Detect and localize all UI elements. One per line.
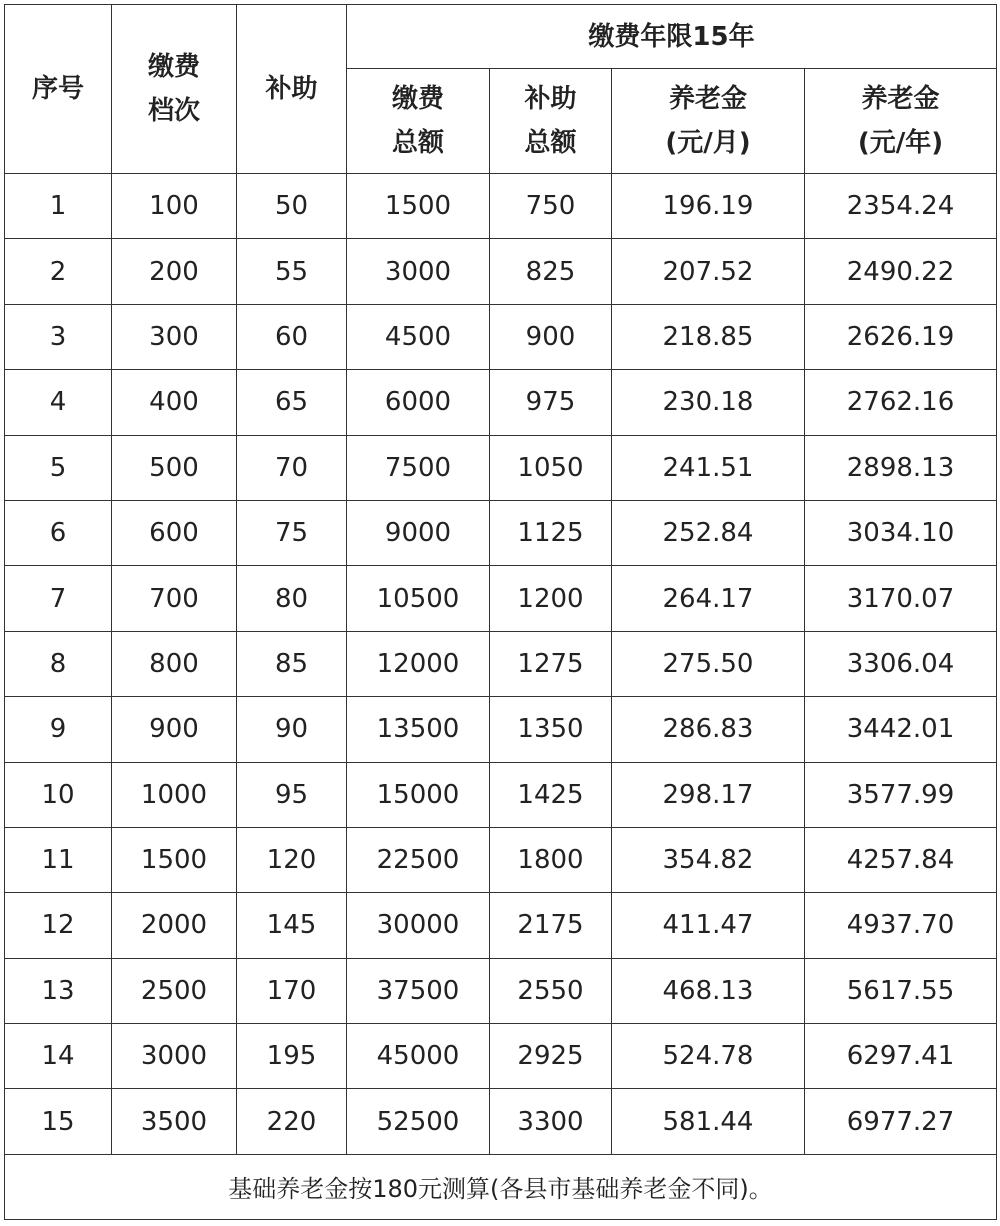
cell-index: 3 (5, 304, 112, 369)
cell-pension-year: 4937.70 (805, 893, 997, 958)
footer-row (5, 1154, 997, 1219)
cell-pension-month: 354.82 (612, 827, 805, 892)
header-total-paid: 缴费 总额 (347, 69, 490, 174)
cell-total-paid: 45000 (347, 1024, 490, 1089)
header-row-top (5, 5, 997, 69)
table-row (5, 566, 997, 631)
pension-table (4, 4, 997, 1220)
cell-total-subsidy: 1050 (490, 435, 612, 500)
cell-tier: 3000 (112, 1024, 237, 1089)
cell-total-subsidy: 825 (490, 239, 612, 304)
cell-subsidy: 220 (237, 1089, 347, 1154)
table-row (5, 370, 997, 435)
cell-tier: 1500 (112, 827, 237, 892)
cell-pension-year: 6977.27 (805, 1089, 997, 1154)
cell-index: 7 (5, 566, 112, 631)
cell-subsidy: 170 (237, 958, 347, 1023)
cell-total-paid: 13500 (347, 697, 490, 762)
header-total-subsidy: 补助 总额 (490, 69, 612, 174)
cell-pension-month: 524.78 (612, 1024, 805, 1089)
cell-total-paid: 30000 (347, 893, 490, 958)
cell-total-subsidy: 2550 (490, 958, 612, 1023)
cell-index: 14 (5, 1024, 112, 1089)
table-row (5, 1089, 997, 1154)
cell-index: 11 (5, 827, 112, 892)
cell-tier: 700 (112, 566, 237, 631)
cell-pension-year: 4257.84 (805, 827, 997, 892)
cell-pension-year: 2490.22 (805, 239, 997, 304)
cell-total-subsidy: 1425 (490, 762, 612, 827)
cell-total-paid: 10500 (347, 566, 490, 631)
cell-index: 4 (5, 370, 112, 435)
cell-total-subsidy: 750 (490, 174, 612, 239)
cell-total-paid: 12000 (347, 631, 490, 696)
cell-pension-month: 196.19 (612, 174, 805, 239)
cell-total-paid: 9000 (347, 500, 490, 565)
cell-index: 8 (5, 631, 112, 696)
cell-pension-year: 2354.24 (805, 174, 997, 239)
cell-tier: 2000 (112, 893, 237, 958)
cell-total-paid: 3000 (347, 239, 490, 304)
cell-index: 9 (5, 697, 112, 762)
cell-total-paid: 4500 (347, 304, 490, 369)
cell-tier: 3500 (112, 1089, 237, 1154)
cell-total-paid: 7500 (347, 435, 490, 500)
cell-index: 12 (5, 893, 112, 958)
cell-total-subsidy: 1200 (490, 566, 612, 631)
cell-subsidy: 50 (237, 174, 347, 239)
cell-total-paid: 52500 (347, 1089, 490, 1154)
cell-subsidy: 145 (237, 893, 347, 958)
table-row (5, 435, 997, 500)
table-row (5, 174, 997, 239)
cell-subsidy: 80 (237, 566, 347, 631)
cell-pension-year: 3577.99 (805, 762, 997, 827)
cell-pension-month: 286.83 (612, 697, 805, 762)
cell-subsidy: 75 (237, 500, 347, 565)
cell-total-subsidy: 975 (490, 370, 612, 435)
table-footer (5, 1154, 997, 1219)
cell-pension-month: 468.13 (612, 958, 805, 1023)
cell-total-paid: 22500 (347, 827, 490, 892)
cell-total-subsidy: 3300 (490, 1089, 612, 1154)
cell-index: 13 (5, 958, 112, 1023)
cell-tier: 2500 (112, 958, 237, 1023)
cell-total-subsidy: 900 (490, 304, 612, 369)
cell-tier: 100 (112, 174, 237, 239)
cell-total-subsidy: 1800 (490, 827, 612, 892)
pension-table-container (4, 4, 996, 1220)
cell-index: 15 (5, 1089, 112, 1154)
cell-total-subsidy: 2925 (490, 1024, 612, 1089)
cell-subsidy: 55 (237, 239, 347, 304)
table-row (5, 1024, 997, 1089)
cell-pension-year: 2762.16 (805, 370, 997, 435)
table-header (5, 5, 997, 174)
cell-tier: 300 (112, 304, 237, 369)
cell-subsidy: 60 (237, 304, 347, 369)
cell-pension-year: 5617.55 (805, 958, 997, 1023)
table-row (5, 304, 997, 369)
header-subsidy: 补助 (237, 5, 347, 174)
cell-pension-year: 3442.01 (805, 697, 997, 762)
cell-index: 1 (5, 174, 112, 239)
cell-tier: 500 (112, 435, 237, 500)
cell-pension-month: 230.18 (612, 370, 805, 435)
cell-pension-month: 218.85 (612, 304, 805, 369)
cell-pension-month: 275.50 (612, 631, 805, 696)
cell-pension-month: 298.17 (612, 762, 805, 827)
table-row (5, 631, 997, 696)
cell-pension-year: 2626.19 (805, 304, 997, 369)
table-row (5, 827, 997, 892)
cell-subsidy: 85 (237, 631, 347, 696)
cell-subsidy: 95 (237, 762, 347, 827)
table-row (5, 500, 997, 565)
table-row (5, 239, 997, 304)
header-group-15-years: 缴费年限15年 (347, 5, 997, 69)
cell-total-subsidy: 1275 (490, 631, 612, 696)
cell-total-subsidy: 1350 (490, 697, 612, 762)
cell-total-subsidy: 2175 (490, 893, 612, 958)
cell-tier: 800 (112, 631, 237, 696)
cell-pension-month: 411.47 (612, 893, 805, 958)
cell-pension-month: 241.51 (612, 435, 805, 500)
table-row (5, 958, 997, 1023)
cell-total-paid: 15000 (347, 762, 490, 827)
cell-subsidy: 195 (237, 1024, 347, 1089)
cell-pension-month: 264.17 (612, 566, 805, 631)
cell-index: 6 (5, 500, 112, 565)
cell-pension-year: 3034.10 (805, 500, 997, 565)
table-row (5, 893, 997, 958)
cell-subsidy: 65 (237, 370, 347, 435)
cell-total-paid: 6000 (347, 370, 490, 435)
cell-pension-month: 581.44 (612, 1089, 805, 1154)
cell-subsidy: 120 (237, 827, 347, 892)
cell-pension-year: 3306.04 (805, 631, 997, 696)
cell-total-paid: 1500 (347, 174, 490, 239)
header-pension-year: 养老金 (元/年) (805, 69, 997, 174)
cell-tier: 400 (112, 370, 237, 435)
cell-pension-month: 207.52 (612, 239, 805, 304)
cell-pension-year: 6297.41 (805, 1024, 997, 1089)
cell-index: 10 (5, 762, 112, 827)
cell-pension-month: 252.84 (612, 500, 805, 565)
header-pension-month: 养老金 (元/月) (612, 69, 805, 174)
cell-subsidy: 70 (237, 435, 347, 500)
cell-tier: 900 (112, 697, 237, 762)
cell-tier: 200 (112, 239, 237, 304)
header-tier: 缴费 档次 (112, 5, 237, 174)
cell-pension-year: 3170.07 (805, 566, 997, 631)
header-index: 序号 (5, 5, 112, 174)
cell-tier: 600 (112, 500, 237, 565)
table-row (5, 697, 997, 762)
cell-subsidy: 90 (237, 697, 347, 762)
cell-index: 2 (5, 239, 112, 304)
cell-pension-year: 2898.13 (805, 435, 997, 500)
cell-tier: 1000 (112, 762, 237, 827)
cell-index: 5 (5, 435, 112, 500)
footer-note: 基础养老金按180元测算(各县市基础养老金不同)。 (5, 1154, 997, 1219)
table-body (5, 174, 997, 1155)
table-row (5, 762, 997, 827)
cell-total-subsidy: 1125 (490, 500, 612, 565)
cell-total-paid: 37500 (347, 958, 490, 1023)
